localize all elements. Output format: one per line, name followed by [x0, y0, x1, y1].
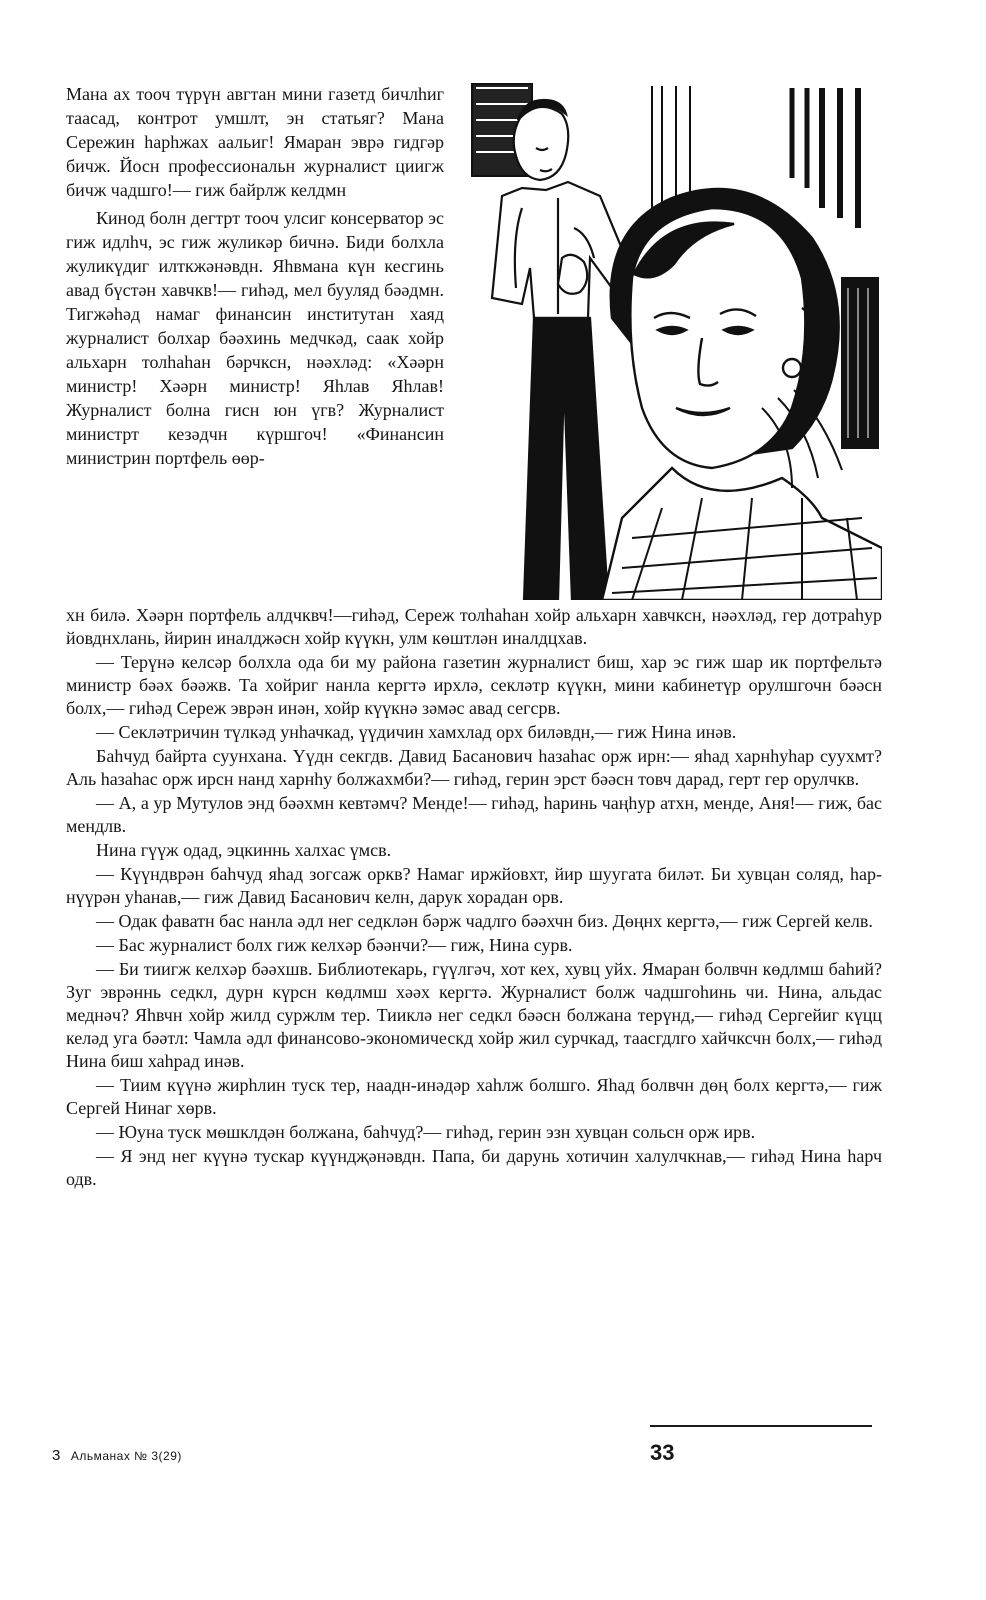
paragraph: — Күүндврән баһчуд яһад зогсаж оркв? Намаг иржйовхт, йир шуугата биләт. Би хувцан соляд, һар-нүүрән уһанав,— гиж Давид Басанович келн, дарук хорадан орв.: [66, 864, 882, 907]
top-text-column: [66, 82, 444, 470]
paragraph: — Юуна туск мөшклдән болжана, баһчуд?— гиһәд, герин эзн хувцан сольсн орж ирв.: [96, 1122, 756, 1142]
full-text-column: [66, 604, 882, 1192]
paragraph-2: Кинод болн дегтрт тооч улсиг консерватор эс гиж идлһч, эс гиж жуликәр бичнә. Биди болхла жуликүдиг илткжәнәвдн. Яһвмана күн кесгинь авад бүстән хавчкв!— гиһәд, мел бууляд бәәдмн. Тигжәһәд намаг финансин институтан хаяд журналист болхар бәәхинь медчкәд, саак хойр альхарн толһаһан бәрчксн, нәәхләд: «Хәәрн министр! Хәәрн министр! Яһлав Яһлав! Журналист болна гисн юн үгв? Журналист министрт кезәдчн күршгоч! «Финансин министрин портфель өөр-: [66, 208, 444, 468]
almanac-issue: Альманах № 3(29): [70, 1449, 182, 1463]
paragraph: — Тиим күүнә жирһлин туск тер, наадн-инәдәр хаһлж болшго. Яһад болвчн дөң болх кергтә,— гиж Сергей Нинаг хөрв.: [66, 1075, 882, 1118]
paragraph: Баһчуд байрта суунхана. Үүдн секгдв. Давид Басанович һазаһас орж ирн:— яһад харнһуһар суухмт? Аль һазаһас орж ирсн нанд харнһу болжахмби?— гиһәд, герин эрст бәәсн товч дарад, герт гер орулчкв.: [66, 746, 882, 789]
paragraph-1: Мана ах тооч түрүн авгтан мини газетд бичлһиг таасад, контрот умшлт, эн статьяг? Мана Сережин һарһжах аальиг! Ямаран эврә гидгәр бичж. Йосн профессиональн журналист циигж бичж чадшго!— гиж байрлж келдмн: [66, 84, 444, 200]
printer-signature: 3: [52, 1447, 61, 1464]
paragraph: — Я энд нег күүнә тускар күүндҗәнәвдн. Папа, би дарунь хотичин халулчкнав,— гиһәд Нина һарч одв.: [66, 1146, 882, 1189]
paragraph: — Одак фаватн бас нанла әдл нег седклән бәрж чадлго бәәхчн биз. Дөңнх кергтә,— гиж Сергей келв.: [96, 911, 873, 931]
paragraph-continued: хн билә. Хәәрн портфель алдчквч!—гиһәд, Сереж толһаһан хойр альхарн хавчксн, нәәхләд, гер дотраһур йовднхлань, йирин иналджәсн хойр күүкн, улм көштлән иналдцхав.: [66, 605, 882, 648]
footer-divider: [650, 1425, 872, 1427]
paragraph: — Би тиигж келхәр бәәхшв. Библиотекарь, гүүлгәч, хот кех, хувц уйх. Ямаран болвчн көдлмш баһий? Зуг эврәннь седкл, дурн күрсн көдлмш хәәх кергтә. Журналист болж чадшгоһинь чи. Нина, альдас меднәч? Яһвчн хойр жилд суржлм тер. Тииклә нег седкл бәәсн болжана терүнд,— гиһәд Сергейиг күцц келәд уга бәәтл: Чамла әдл финансово-экономическд хойр жил сурчкад, таасгдлго хайчксчн болх,— гиһәд Нина биш хаһрад инәв.: [66, 959, 882, 1071]
paragraph: — Терүнә келсәр болхла ода би му района газетин журналист биш, хар эс гиж шар ик портфельтә министр бәәх бәәжв. Та хойриг нанла кергтә ирхлә, секләтр күүкн, мини кабинетүр орулшгочн бәәсн болх,— гиһәд Сереж эврән инән, хойр күүкнә зәмәс авад сегсрв.: [66, 652, 882, 718]
paragraph: — А, а ур Мутулов энд бәәхмн кевтәмч? Менде!— гиһәд, һаринь чаңһур атхн, менде, Аня!— гиж, бас мендлв.: [66, 793, 882, 836]
paragraph: Нина гүүж одад, эцкиннь халхас үмсв.: [96, 840, 392, 860]
paragraph: — Секләтричин түлкәд унһачкад, үүдичин хамхлад орх биләвдн,— гиж Нина инәв.: [96, 722, 737, 742]
page-number: 33: [650, 1440, 675, 1465]
illustration: [462, 78, 882, 600]
paragraph: — Бас журналист болх гиж келхәр бәәнчи?— гиж, Нина сурв.: [96, 935, 573, 955]
ink-drawing-icon: [462, 78, 882, 600]
footer-signature: [52, 1447, 182, 1464]
